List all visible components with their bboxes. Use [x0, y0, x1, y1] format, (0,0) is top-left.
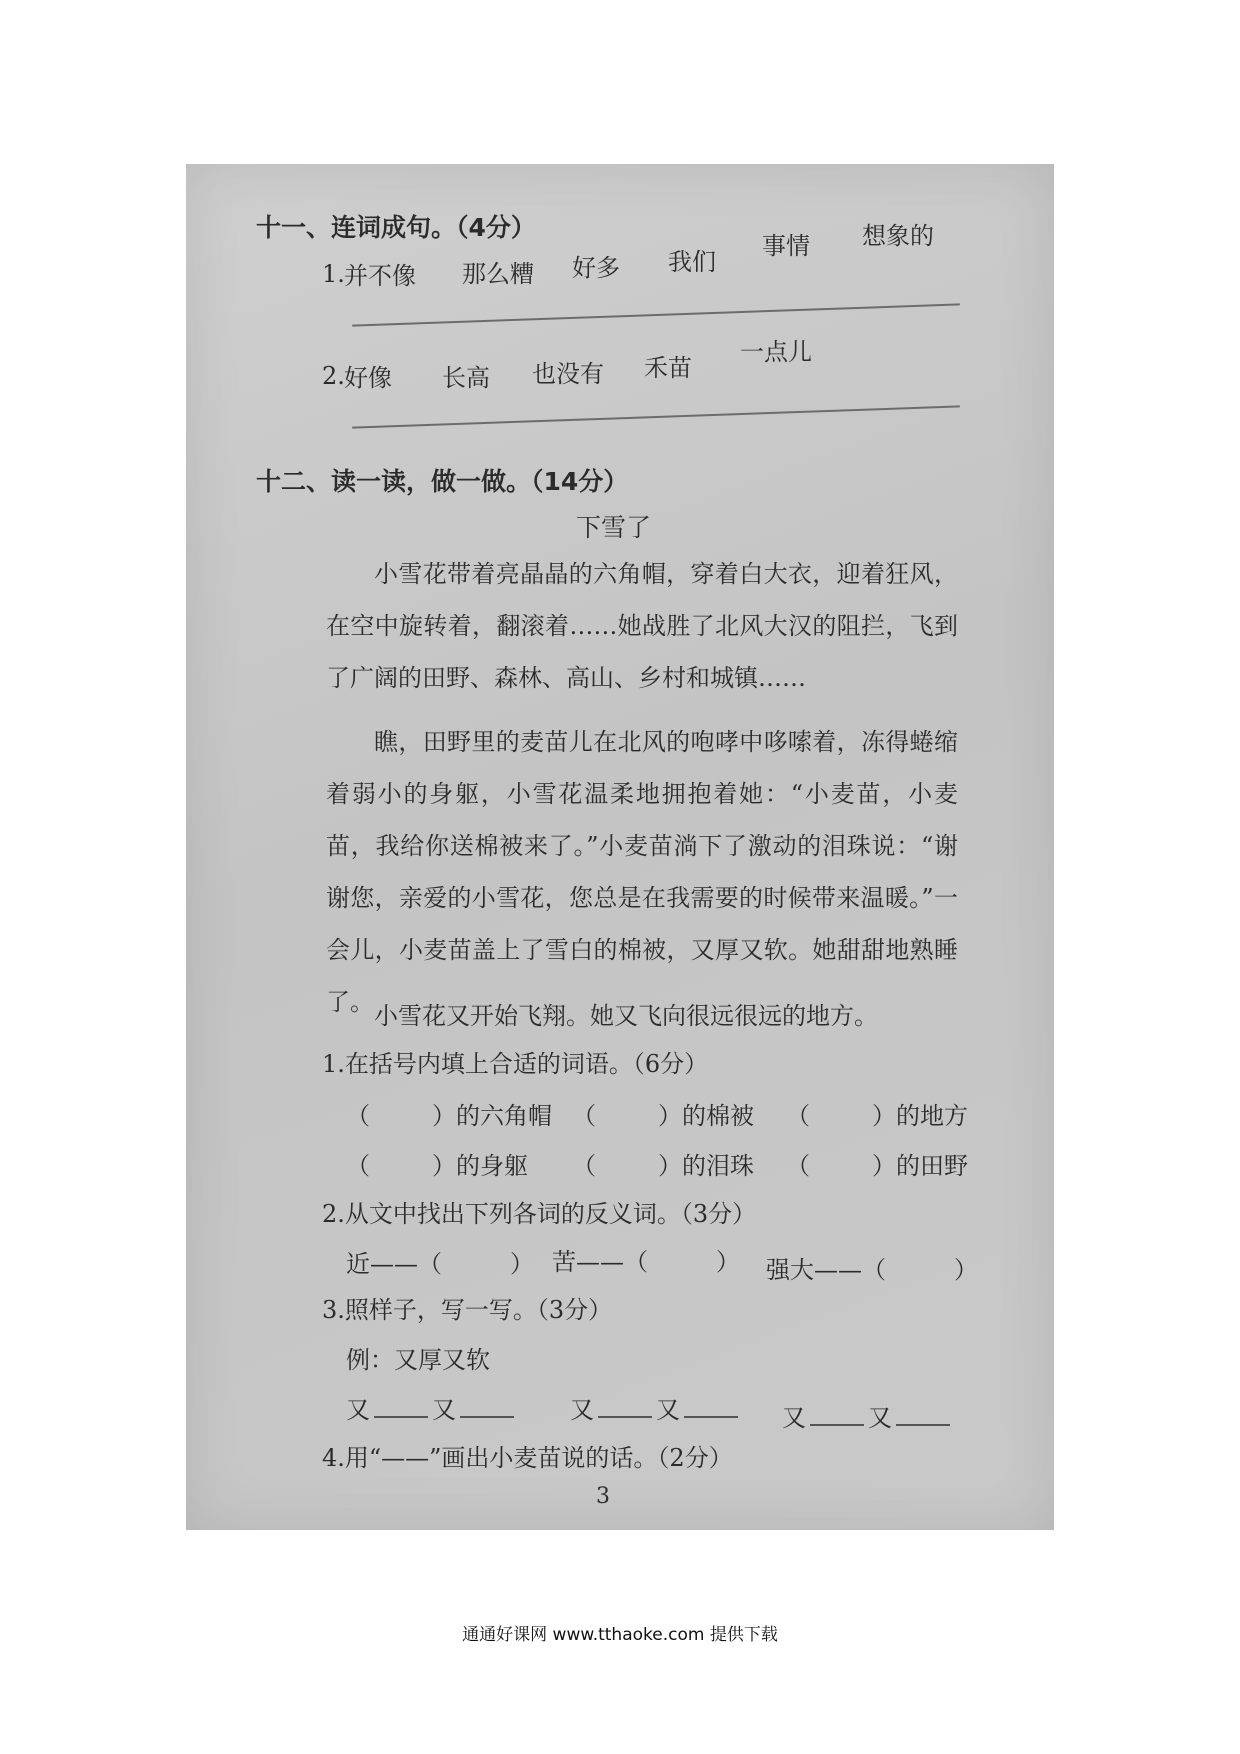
fill-item-4[interactable]: （ ）的身躯 [346, 1152, 528, 1180]
fill-item-6[interactable]: （ ）的田野 [786, 1152, 968, 1180]
antonym-item-1[interactable]: 近——（ ） [346, 1250, 534, 1278]
q12-2-prompt: 2.从文中找出下列各词的反义词。（3分） [322, 1200, 757, 1228]
q2-word-1: 好像 [344, 364, 392, 392]
q12-4-prompt: 4.用“——”画出小麦苗说的话。（2分） [322, 1444, 733, 1472]
q1-word-3: 好多 [572, 254, 620, 282]
antonym-item-2[interactable]: 苦——（ ） [552, 1248, 740, 1276]
q2-word-2: 长高 [442, 364, 490, 392]
passage-paragraph-3: 小雪花又开始飞翔。她又飞向很远很远的地方。 [374, 1002, 878, 1030]
section-11-heading: 十一、连词成句。（4分） [256, 213, 536, 242]
fill-item-2[interactable]: （ ）的棉被 [572, 1102, 754, 1130]
q12-1-prompt: 1.在括号内填上合适的词语。（6分） [322, 1050, 709, 1078]
q2-word-5: 一点儿 [740, 338, 812, 366]
q1-word-6: 想象的 [862, 222, 934, 250]
fill-item-1[interactable]: （ ）的六角帽 [346, 1102, 552, 1130]
q1-word-5: 事情 [762, 232, 810, 260]
passage-title: 下雪了 [576, 513, 652, 542]
page-number: 3 [596, 1484, 610, 1509]
pattern-item-3[interactable]: 又 又 [782, 1398, 954, 1433]
antonym-item-3[interactable]: 强大——（ ） [766, 1256, 978, 1284]
q1-word-2: 那么糟 [462, 260, 534, 288]
scanned-page-photo [186, 164, 1054, 1530]
q2-number: 2. [322, 362, 345, 390]
pattern-item-1[interactable]: 又 又 [346, 1390, 518, 1425]
q1-word-1: 并不像 [344, 262, 416, 290]
passage-paragraph-1: 小雪花带着亮晶晶的六角帽，穿着白大衣，迎着狂风，在空中旋转着，翻滚着……她战胜了北风大汉的阻拦，飞到了广阔的田野、森林、高山、乡村和城镇…… [326, 560, 958, 692]
q12-3-example: 例：又厚又软 [346, 1346, 490, 1374]
fill-item-3[interactable]: （ ）的地方 [786, 1102, 968, 1130]
q1-word-4: 我们 [668, 248, 716, 276]
q1-answer-line[interactable] [352, 303, 960, 326]
q2-answer-line[interactable] [352, 405, 960, 428]
q2-word-4: 禾苗 [644, 354, 692, 382]
pattern-item-2[interactable]: 又 又 [570, 1390, 742, 1425]
q2-word-3: 也没有 [532, 360, 604, 388]
q12-3-prompt: 3.照样子，写一写。（3分） [322, 1296, 613, 1324]
footer-credit: 通通好课网 www.tthaoke.com 提供下载 [462, 1625, 778, 1645]
passage-paragraph-2: 瞧，田野里的麦苗儿在北风的咆哮中哆嗦着，冻得蜷缩着弱小的身躯，小雪花温柔地拥抱着她：“小麦苗，小麦苗，我给你送棉被来了。”小麦苗淌下了激动的泪珠说：“谢谢您，亲爱的小雪花，您总是在我需要的时候带来温暖。”一会儿，小麦苗盖上了雪白的棉被，又厚又软。她甜甜地熟睡了。 [326, 728, 958, 1016]
section-12-heading: 十二、读一读，做一做。（14分） [256, 467, 629, 496]
q1-number: 1. [322, 260, 345, 288]
fill-item-5[interactable]: （ ）的泪珠 [572, 1152, 754, 1180]
